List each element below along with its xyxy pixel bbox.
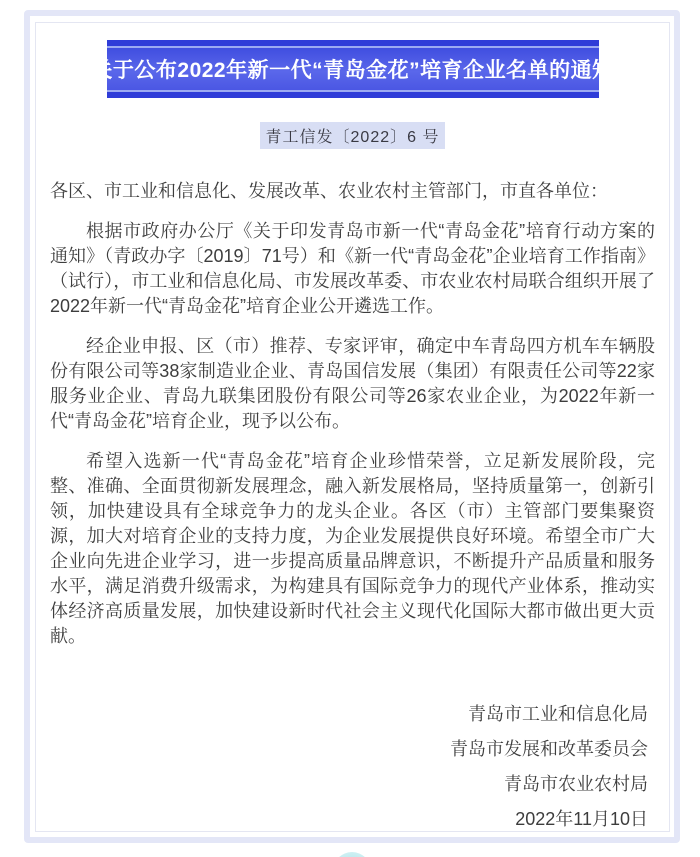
signature-line-agriculture-bureau: 青岛市农业农村局 — [504, 774, 648, 794]
signature-line-development-commission: 青岛市发展和改革委员会 — [450, 739, 648, 759]
paragraph-basis: 根据市政府办公厅《关于印发青岛市新一代“青岛金花”培育行动方案的通知》（青政办字〔2019〕71号）和《新一代“青岛金花”企业培育工作指南》（试行），市工业和信息化局、市发展改革委、市农业农村局联合组织开展了2022年新一代“青岛金花”培育企业公开遴选工作。 — [50, 221, 655, 316]
signature-line-industry-bureau: 青岛市工业和信息化局 — [468, 704, 648, 724]
paragraph-expectations: 希望入选新一代“青岛金花”培育企业珍惜荣誉，立足新发展阶段，完整、准确、全面贯彻新发展理念，融入新发展格局，坚持质量第一，创新引领，加快建设具有全球竞争力的龙头企业。各区（市）主管部门要集聚资源，加大对培育企业的支持力度，为企业发展提供良好环境。希望全市广大企业向先进企业学习，进一步提高质量品牌意识，不断提升产品质量和服务水平，满足消费升级需求，为构建具有国际竞争力的现代产业体系，推动实体经济高质量发展，加快建设新时代社会主义现代化国际大都市做出更大贡献。 — [50, 451, 655, 646]
doc-number: 青工信发〔2022〕6 号 — [260, 122, 446, 149]
page-frame — [24, 10, 680, 843]
document-panel — [35, 22, 670, 832]
notice-title-banner — [91, 40, 614, 98]
paragraph-announcement: 经企业申报、区（市）推荐、专家评审，确定中车青岛四方机车车辆股份有限公司等38家制造业企业、青岛国信发展（集团）有限责任公司等22家服务业企业、青岛九联集团股份有限公司等26家农业企业，为2022年新一代“青岛金花”培育企业，现予以公布。 — [50, 336, 655, 431]
signature-block — [36, 697, 669, 837]
signature-date: 2022年11月10日 — [515, 809, 648, 829]
doc-number-row — [36, 122, 669, 149]
page-title: 关于公布2022年新一代“青岛金花”培育企业名单的通知 — [91, 59, 614, 82]
notice-body — [36, 179, 669, 649]
greeting-line: 各区、市工业和信息化、发展改革、农业农村主管部门，市直各单位： — [50, 181, 608, 201]
bottom-widget-icon[interactable] — [333, 852, 371, 857]
